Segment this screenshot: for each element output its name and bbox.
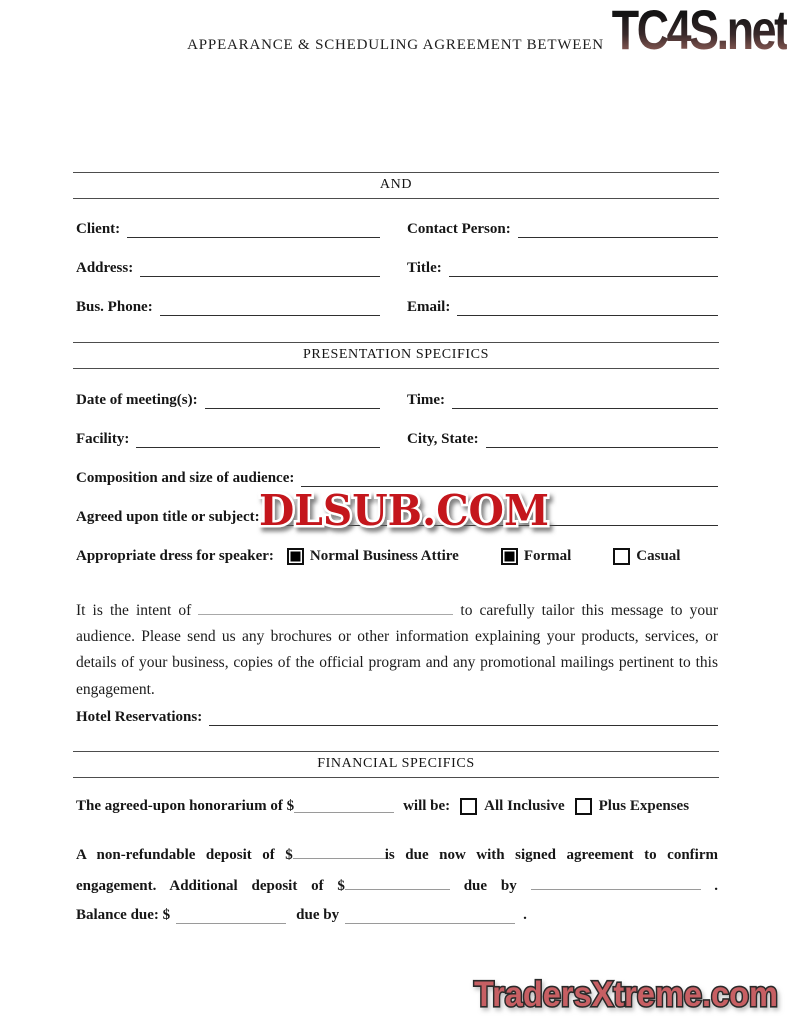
dlsub-watermark-text: DLSUB.COM [259,486,549,535]
checkbox-normal-business-attire[interactable] [287,548,304,565]
intent-paragraph [76,598,718,703]
additional-deposit-prefix: engagement. Additional deposit of $ [76,878,345,894]
date-blank[interactable] [205,393,380,409]
row-address-title [76,260,718,277]
time-blank[interactable] [452,393,718,409]
contact-person-label: Contact Person: [407,221,511,237]
email-label: Email: [407,299,451,315]
intent-after: to carefully tailor this message to your audience. Please send us any brochures or other information explaining your products, services, or details of your business, copies of the official program and any promotional mailings pertinent to this engagement. [76,602,719,698]
facility-blank[interactable] [136,432,380,448]
deposit-prefix: A non-refundable deposit of $ [76,847,293,863]
formal-label: Formal [523,548,572,564]
additional-deposit-due-by: due by [463,878,517,894]
all-inclusive-label: All Inclusive [484,798,565,814]
intent-before: It is the intent of [76,602,192,619]
balance-amount-blank[interactable] [176,910,286,924]
balance-date-blank[interactable] [345,910,515,924]
honorarium-prefix: The agreed-upon honorarium of $ [76,798,295,814]
hotel-label: Hotel Reservations: [76,709,203,725]
row-dress [76,548,718,565]
title-label: Title: [407,260,442,276]
intent-blank[interactable] [198,600,453,615]
agreed-title-label: Agreed upon title or subject: [76,509,260,525]
hotel-blank[interactable] [209,710,718,726]
bus-phone-label: Bus. Phone: [76,299,153,315]
section-header-financial: FINANCIAL SPECIFICS [73,751,719,778]
address-blank[interactable] [140,261,380,277]
tc4s-watermark: TC4S.net [612,0,787,61]
city-state-blank[interactable] [486,432,718,448]
checkbox-casual[interactable] [613,548,630,565]
checkbox-all-inclusive[interactable] [460,798,477,815]
date-label: Date of meeting(s): [76,392,198,408]
city-state-label: City, State: [407,431,479,447]
deposit-line-2 [76,876,718,895]
honorarium-amount-blank[interactable] [294,798,394,813]
tradersxtreme-watermark-text: TradersXtreme.com [474,975,778,1014]
section-header-and: AND [73,172,719,199]
row-phone-email [76,299,718,316]
dress-label: Appropriate dress for speaker: [76,548,274,564]
tradersxtreme-watermark [466,968,788,1024]
deposit-suffix: is due now with signed agreement to confirm [384,847,718,863]
section-header-presentation: PRESENTATION SPECIFICS [73,342,719,369]
composition-label: Composition and size of audience: [76,470,295,486]
contact-person-blank[interactable] [518,222,718,238]
row-hotel [76,709,718,726]
dlsub-watermark [252,481,557,548]
row-date-time [76,392,718,409]
title-blank[interactable] [449,261,718,277]
page-title: APPEARANCE & SCHEDULING AGREEMENT BETWEEN [187,37,604,53]
balance-prefix: Balance due: $ [76,907,171,923]
checkbox-formal[interactable] [501,548,518,565]
additional-deposit-date-blank[interactable] [531,876,701,890]
row-balance [76,907,718,924]
address-label: Address: [76,260,134,276]
normal-business-attire-label: Normal Business Attire [309,548,459,564]
client-label: Client: [76,221,121,237]
deposit-amount-blank[interactable] [293,845,385,859]
plus-expenses-label: Plus Expenses [598,798,690,814]
honorarium-mid: will be: [403,798,451,814]
deposit-line2-period: . [714,878,719,894]
bus-phone-blank[interactable] [160,300,380,316]
deposit-line-1 [76,845,718,864]
row-honorarium [76,798,718,815]
checkbox-plus-expenses[interactable] [575,798,592,815]
client-blank[interactable] [127,222,380,238]
row-client-contact [76,221,718,238]
balance-due-by: due by [296,907,340,923]
additional-deposit-amount-blank[interactable] [345,876,450,890]
facility-label: Facility: [76,431,130,447]
time-label: Time: [407,392,446,408]
email-blank[interactable] [457,300,718,316]
balance-period: . [523,907,527,923]
row-facility-city [76,431,718,448]
casual-label: Casual [636,548,681,564]
